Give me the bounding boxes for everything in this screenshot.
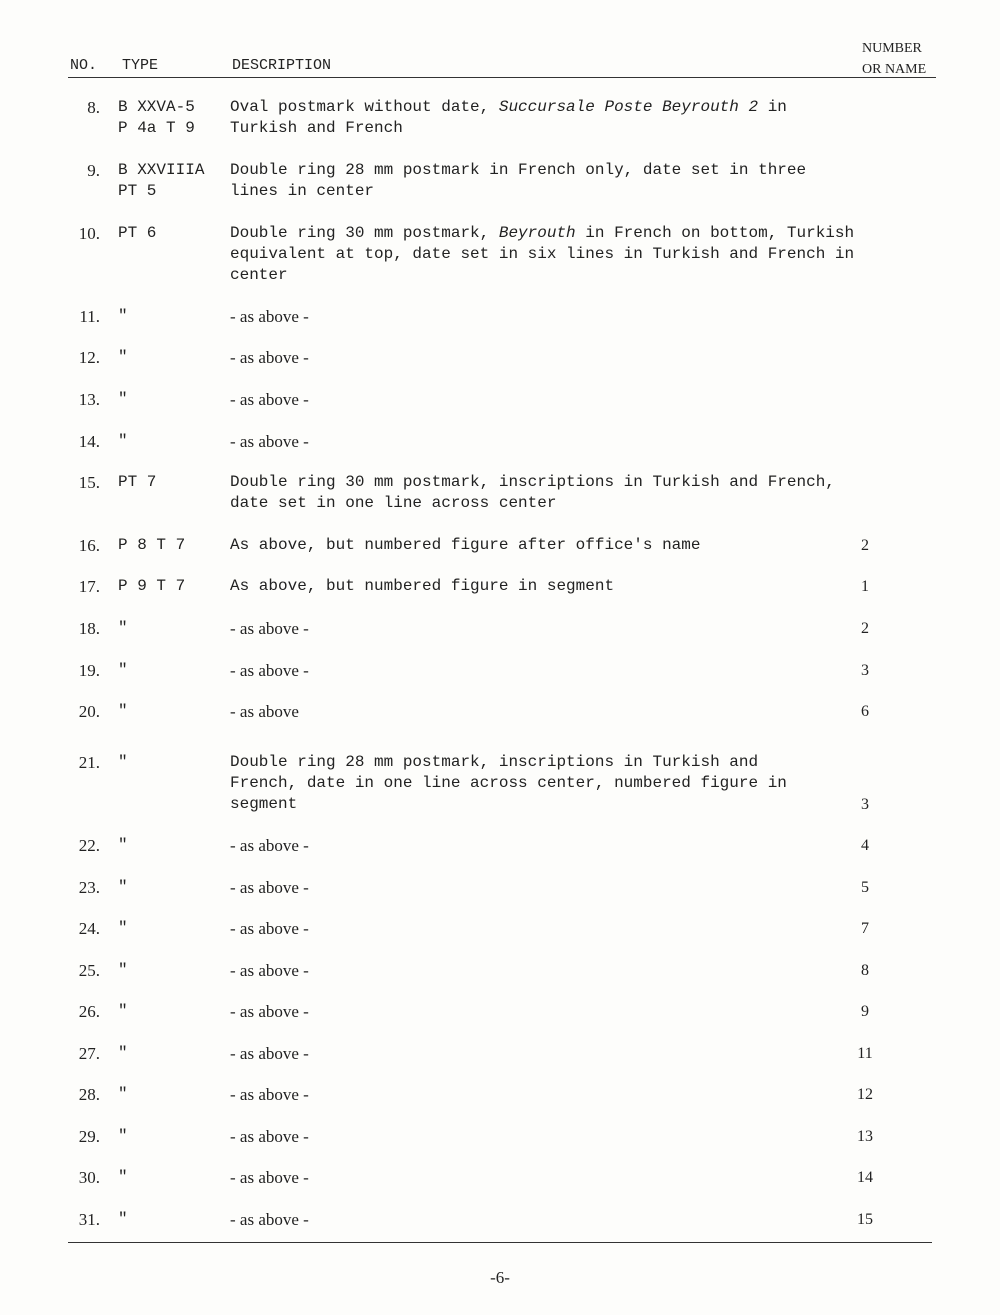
entry-description: [230, 472, 900, 514]
entry-description: [230, 960, 900, 981]
entry-number: 8.: [87, 98, 100, 117]
entry-description: [230, 701, 900, 722]
entry-number: 24.: [78, 919, 100, 938]
entry-type-line: ": [118, 1002, 128, 1020]
entry-number: 20.: [78, 702, 100, 721]
entry-number-or-name: 14: [857, 1169, 873, 1186]
description-line: - as above -: [230, 619, 309, 638]
description-line: [230, 223, 900, 244]
description-line: - as above -: [230, 348, 309, 367]
entry-type: [118, 223, 228, 244]
entry-type: [118, 835, 228, 856]
entry-number-or-name: 11: [857, 1045, 873, 1062]
description-line: - as above -: [230, 1044, 309, 1063]
description-text: Oval postmark without date,: [230, 98, 499, 116]
entry-type-line: PT 5: [118, 182, 157, 200]
entry-description: [230, 618, 900, 639]
entry-number: 28.: [78, 1085, 100, 1104]
entry-description: [230, 752, 900, 815]
entry-type-line: ": [118, 753, 128, 771]
entry-number: 22.: [78, 836, 100, 855]
description-line: - as above -: [230, 1210, 309, 1229]
entry-description: [230, 1126, 900, 1147]
entry-description: [230, 97, 900, 139]
italic-place-name: Beyrouth: [498, 224, 576, 242]
entry-type-line: PT 7: [118, 473, 157, 491]
entry-type-line: ": [118, 836, 128, 854]
entry-type-line: ": [118, 961, 128, 979]
entry-number: 11.: [79, 307, 100, 326]
description-line: [230, 118, 900, 139]
entry-description: [230, 1043, 900, 1064]
header-type: TYPE: [122, 57, 159, 74]
entry-description: [230, 389, 900, 410]
description-text: in: [758, 98, 787, 116]
entry-description: [230, 835, 900, 856]
entry-type-line: P 9 T 7: [118, 577, 186, 595]
entry-type-line: ": [118, 307, 128, 325]
description-text: center: [230, 266, 288, 284]
entry-type: [118, 1084, 228, 1105]
entry-number: 14.: [78, 432, 100, 451]
description-text: Turkish and French: [230, 119, 403, 137]
entry-type-line: P 8 T 7: [118, 536, 186, 554]
entry-type-line: ": [118, 619, 128, 637]
description-line: - as above -: [230, 961, 309, 980]
entry-number: 25.: [78, 961, 100, 980]
description-line: [230, 97, 900, 118]
entry-type: [118, 472, 228, 493]
italic-place-name: Succursale Poste Beyrouth 2: [498, 98, 759, 116]
entry-description: [230, 160, 900, 202]
entry-description: [230, 877, 900, 898]
entry-description: [230, 1167, 900, 1188]
entry-type-line: ": [118, 1044, 128, 1062]
entry-number: 29.: [78, 1127, 100, 1146]
entry-number: 21.: [78, 753, 100, 772]
entry-type-line: ": [118, 919, 128, 937]
entry-description: [230, 347, 900, 368]
entry-number: 18.: [78, 619, 100, 638]
entry-number: 30.: [78, 1168, 100, 1187]
entry-type-line: B XXVIIIA: [118, 161, 205, 179]
entry-number-or-name: 8: [861, 962, 869, 979]
header-number-line2: OR NAME: [862, 62, 927, 77]
entry-type-line: ": [118, 390, 128, 408]
entry-number-or-name: 4: [861, 837, 869, 854]
entry-number: 13.: [78, 390, 100, 409]
entry-type-line: ": [118, 661, 128, 679]
entry-number: 12.: [78, 348, 100, 367]
entry-number-or-name: 6: [861, 703, 869, 720]
entry-description: [230, 431, 900, 452]
header-description: DESCRIPTION: [232, 57, 332, 74]
header-number-line1: NUMBER: [862, 41, 922, 56]
entry-description: [230, 1209, 900, 1230]
entry-description: [230, 306, 900, 327]
entry-number: 26.: [78, 1002, 100, 1021]
description-line: - as above -: [230, 1002, 309, 1021]
entry-type-line: ": [118, 348, 128, 366]
entry-type: [118, 306, 228, 327]
description-line: lines in center: [230, 182, 375, 200]
entry-type-line: ": [118, 432, 128, 450]
description-line: Double ring 28 mm postmark in French only, date set in three: [230, 161, 807, 179]
entry-type: [118, 576, 228, 597]
entry-description: [230, 223, 900, 286]
description-line: [230, 244, 900, 265]
entry-number: 19.: [78, 661, 100, 680]
entry-type: [118, 1043, 228, 1064]
entry-number-or-name: 9: [861, 1003, 869, 1020]
header-rule: [68, 77, 936, 78]
entry-type-line: PT 6: [118, 224, 157, 242]
footer-rule: [68, 1242, 932, 1243]
description-line: - as above -: [230, 878, 309, 897]
description-text: in French on bottom, Turkish: [575, 224, 855, 242]
entry-type: [118, 618, 228, 639]
entry-type: [118, 389, 228, 410]
entry-type-line: ": [118, 1127, 128, 1145]
entry-type: [118, 1209, 228, 1230]
description-line: As above, but numbered figure in segment: [230, 577, 615, 595]
entry-number: 23.: [78, 878, 100, 897]
entry-number-or-name: 12: [857, 1086, 873, 1103]
entry-type-line: ": [118, 1168, 128, 1186]
entry-number-or-name: 13: [857, 1128, 873, 1145]
description-line: - as above -: [230, 1085, 309, 1104]
description-line: - as above -: [230, 836, 309, 855]
entry-number-or-name: 1: [861, 578, 869, 595]
entry-description: [230, 1084, 900, 1105]
entry-type: [118, 535, 228, 556]
entry-number-or-name: 3: [861, 662, 869, 679]
description-line: - as above -: [230, 307, 309, 326]
entry-type: [118, 1126, 228, 1147]
entry-number: 31.: [78, 1210, 100, 1229]
entry-description: [230, 660, 900, 681]
description-line: Double ring 30 mm postmark, inscriptions in Turkish and French,: [230, 473, 835, 491]
entry-number: 27.: [78, 1044, 100, 1063]
entry-type-line: ": [118, 702, 128, 720]
description-line: As above, but numbered figure after office's name: [230, 536, 701, 554]
entry-type-line: B XXVA-5: [118, 98, 195, 116]
entry-type: [118, 431, 228, 452]
description-line: French, date in one line across center, numbered figure in: [230, 774, 787, 792]
entry-number: 10.: [78, 224, 100, 243]
entry-type-line: ": [118, 1085, 128, 1103]
description-line: Double ring 28 mm postmark, inscriptions in Turkish and: [230, 753, 759, 771]
entry-type: [118, 1167, 228, 1188]
entry-type: [118, 918, 228, 939]
entry-number-or-name: 5: [861, 879, 869, 896]
entry-number-or-name: 2: [861, 620, 869, 637]
description-line: - as above -: [230, 390, 309, 409]
entry-number: 17.: [78, 577, 100, 596]
description-line: date set in one line across center: [230, 494, 557, 512]
description-line: segment: [230, 795, 298, 813]
description-line: - as above -: [230, 919, 309, 938]
description-line: - as above -: [230, 1168, 309, 1187]
entry-type: [118, 347, 228, 368]
entry-number: 15.: [78, 473, 100, 492]
entry-type-line: ": [118, 1210, 128, 1228]
entry-type: [118, 660, 228, 681]
description-line: - as above -: [230, 661, 309, 680]
entry-number: 16.: [78, 536, 100, 555]
header-number-or-name: [862, 38, 926, 80]
entry-number-or-name: 3: [861, 796, 869, 813]
entry-number: 9.: [87, 161, 100, 180]
header-no: NO.: [70, 57, 98, 74]
entry-description: [230, 918, 900, 939]
entry-type-line: P 4a T 9: [118, 119, 195, 137]
entry-number-or-name: 2: [861, 537, 869, 554]
entry-type: [118, 1001, 228, 1022]
entry-type: [118, 160, 228, 202]
description-line: - as above -: [230, 1127, 309, 1146]
entry-description: [230, 535, 900, 556]
page-number: -6-: [490, 1268, 510, 1287]
entry-type: [118, 97, 228, 139]
description-text: Double ring 30 mm postmark,: [230, 224, 499, 242]
entry-type: [118, 960, 228, 981]
entry-number-or-name: 7: [861, 920, 869, 937]
entry-number-or-name: 15: [857, 1211, 873, 1228]
entry-type: [118, 752, 228, 773]
entry-type: [118, 701, 228, 722]
entry-description: [230, 1001, 900, 1022]
entry-description: [230, 576, 900, 597]
description-text: equivalent at top, date set in six lines in Turkish and French in: [230, 245, 855, 263]
description-line: - as above: [230, 702, 299, 721]
entry-type-line: ": [118, 878, 128, 896]
description-line: - as above -: [230, 432, 309, 451]
description-line: [230, 265, 900, 286]
entry-type: [118, 877, 228, 898]
